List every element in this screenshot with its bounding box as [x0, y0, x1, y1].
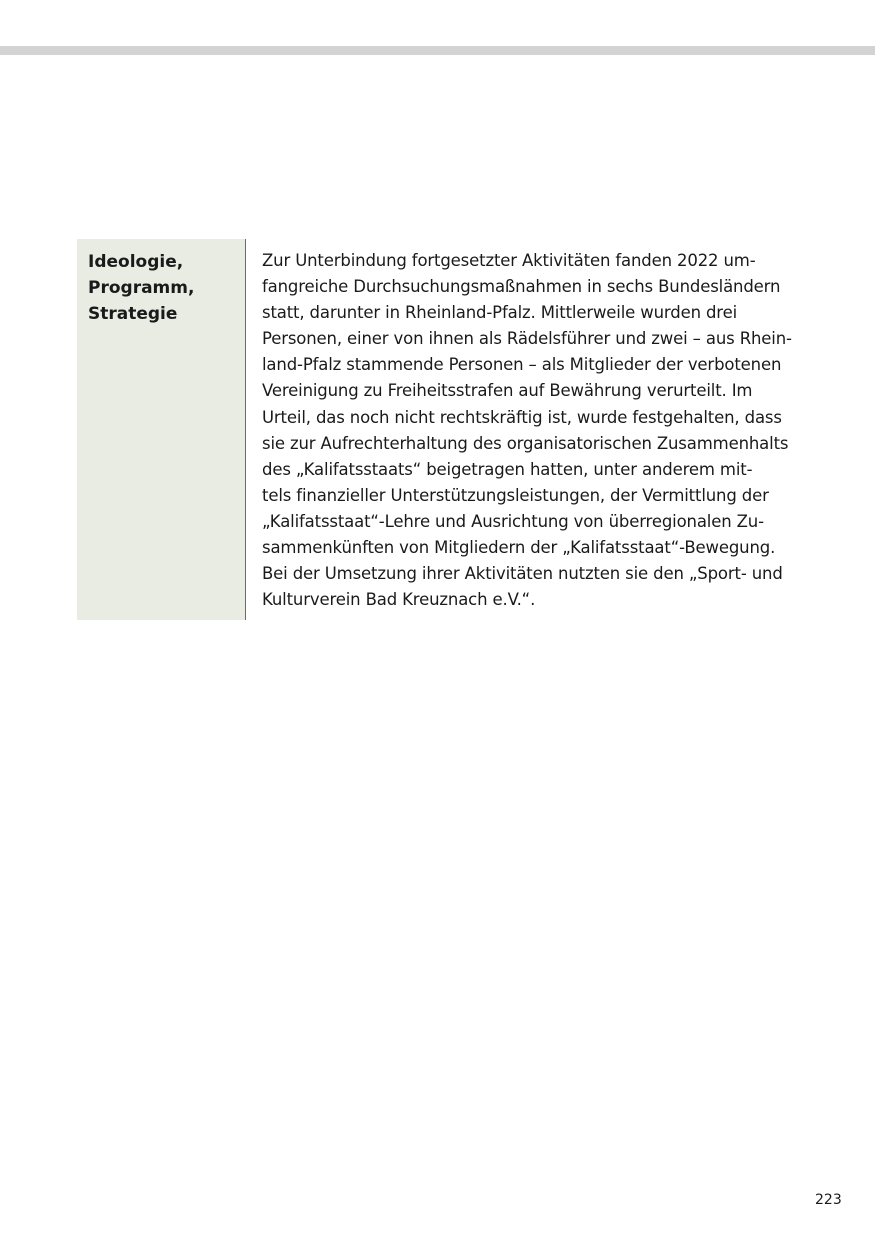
section-label-column [77, 239, 246, 620]
body-line: statt, darunter in Rheinland-Pfalz. Mittlerweile wurden drei [262, 303, 738, 323]
section-label: Ideologie, Programm, Strategie [88, 252, 195, 324]
section-body [262, 248, 822, 613]
info-section [77, 239, 807, 620]
body-line: Vereinigung zu Freiheitsstrafen auf Bewährung verurteilt. Im [262, 381, 753, 401]
body-line: Kulturverein Bad Kreuznach e.V.“. [262, 590, 536, 610]
page-number: 223 [815, 1192, 842, 1208]
body-line: tels finanzieller Unterstützungsleistungen, der Vermittlung der [262, 485, 769, 505]
top-rule [0, 46, 875, 55]
body-line: fangreiche Durchsuchungsmaßnahmen in sechs Bundesländern [262, 277, 781, 297]
body-line: sammenkünften von Mitgliedern der „Kalifatsstaat“-Bewegung. [262, 538, 776, 558]
body-line: Urteil, das noch nicht rechtskräftig ist, wurde festgehalten, dass [262, 407, 782, 427]
body-line: sie zur Aufrechterhaltung des organisatorischen Zusammenhalts [262, 433, 789, 453]
body-line: Personen, einer von ihnen als Rädelsführer und zwei – aus Rhein- [262, 329, 792, 349]
body-line: Zur Unterbindung fortgesetzter Aktivitäten fanden 2022 um- [262, 251, 756, 270]
body-line: des „Kalifatsstaats“ beigetragen hatten, unter anderem mit- [262, 459, 753, 479]
body-line: land-Pfalz stammende Personen – als Mitglieder der verbotenen [262, 355, 782, 375]
body-line: Bei der Umsetzung ihrer Aktivitäten nutzten sie den „Sport- und [262, 564, 783, 584]
body-line: „Kalifatsstaat“-Lehre und Ausrichtung von überregionalen Zu- [262, 511, 764, 531]
